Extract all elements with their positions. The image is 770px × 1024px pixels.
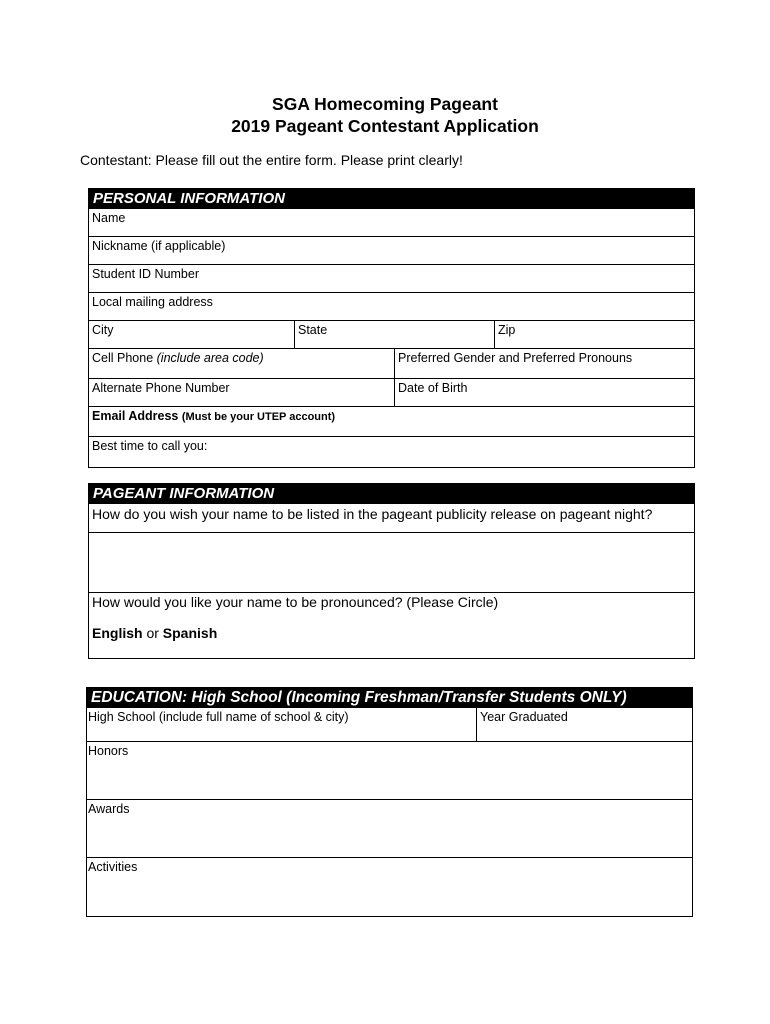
gender-pronouns-label: Preferred Gender and Preferred Pronouns — [398, 351, 633, 365]
awards-label: Awards — [88, 802, 130, 816]
alt-phone-dob-row — [89, 378, 694, 406]
honors-field[interactable] — [87, 741, 692, 799]
email-field[interactable] — [89, 406, 694, 436]
city-state-zip-row — [89, 320, 694, 348]
year-graduated-label: Year Graduated — [480, 710, 568, 724]
option-separator: or — [146, 625, 159, 641]
option-english[interactable]: English — [92, 625, 143, 641]
high-school-field[interactable] — [87, 708, 476, 741]
high-school-label: High School (include full name of school & city) — [88, 710, 349, 724]
honors-label: Honors — [88, 744, 129, 758]
city-field[interactable] — [89, 321, 294, 348]
option-spanish[interactable]: Spanish — [162, 625, 218, 641]
activities-label: Activities — [88, 860, 138, 874]
date-of-birth-field[interactable] — [394, 379, 694, 406]
best-time-label: Best time to call you: — [92, 439, 208, 453]
cell-phone-label: Cell Phone — [92, 351, 154, 365]
email-label: Email Address — [92, 409, 179, 423]
student-id-label: Student ID Number — [92, 267, 199, 281]
year-graduated-field[interactable] — [476, 708, 692, 741]
nickname-label: Nickname (if applicable) — [92, 239, 226, 253]
form-title: SGA Homecoming Pageant — [272, 94, 498, 114]
phone-gender-row — [89, 348, 694, 378]
best-time-field[interactable] — [89, 436, 694, 467]
cell-phone-field[interactable] — [89, 349, 394, 378]
date-of-birth-label: Date of Birth — [398, 381, 468, 395]
mailing-address-field[interactable] — [89, 292, 694, 320]
alternate-phone-field[interactable] — [89, 379, 394, 406]
form-subtitle: 2019 Pageant Contestant Application — [231, 116, 539, 136]
state-field[interactable] — [294, 321, 494, 348]
education-heading: EDUCATION: High School (Incoming Freshman/Transfer Students ONLY) — [87, 688, 692, 708]
pageant-information-section — [88, 483, 695, 659]
education-section — [86, 687, 693, 917]
name-label: Name — [92, 211, 126, 225]
mailing-address-label: Local mailing address — [92, 295, 213, 309]
activities-field[interactable] — [87, 857, 692, 916]
pronunciation-row — [89, 592, 694, 658]
email-note: (Must be your UTEP account) — [181, 411, 336, 423]
zip-label: Zip — [498, 323, 516, 337]
cell-phone-note: (include area code) — [156, 351, 264, 365]
student-id-field[interactable] — [89, 264, 694, 292]
city-label: City — [92, 323, 114, 337]
pronunciation-question: How would you like your name to be pronounced? (Please Circle) — [92, 594, 499, 610]
pageant-information-heading: PAGEANT INFORMATION — [89, 484, 694, 504]
personal-information-heading: PERSONAL INFORMATION — [89, 189, 694, 209]
zip-field[interactable] — [494, 321, 694, 348]
awards-field[interactable] — [87, 799, 692, 857]
name-listing-answer-field[interactable] — [89, 532, 694, 592]
name-listing-question-row — [89, 504, 694, 532]
gender-pronouns-field[interactable] — [394, 349, 694, 378]
form-instructions: Contestant: Please fill out the entire form. Please print clearly! — [80, 152, 463, 168]
state-label: State — [298, 323, 328, 337]
high-school-row — [87, 708, 692, 741]
alternate-phone-label: Alternate Phone Number — [92, 381, 230, 395]
name-listing-question: How do you wish your name to be listed in the pageant publicity release on pageant night? — [92, 506, 653, 522]
name-field[interactable] — [89, 209, 694, 236]
personal-information-section — [88, 188, 695, 468]
nickname-field[interactable] — [89, 236, 694, 264]
